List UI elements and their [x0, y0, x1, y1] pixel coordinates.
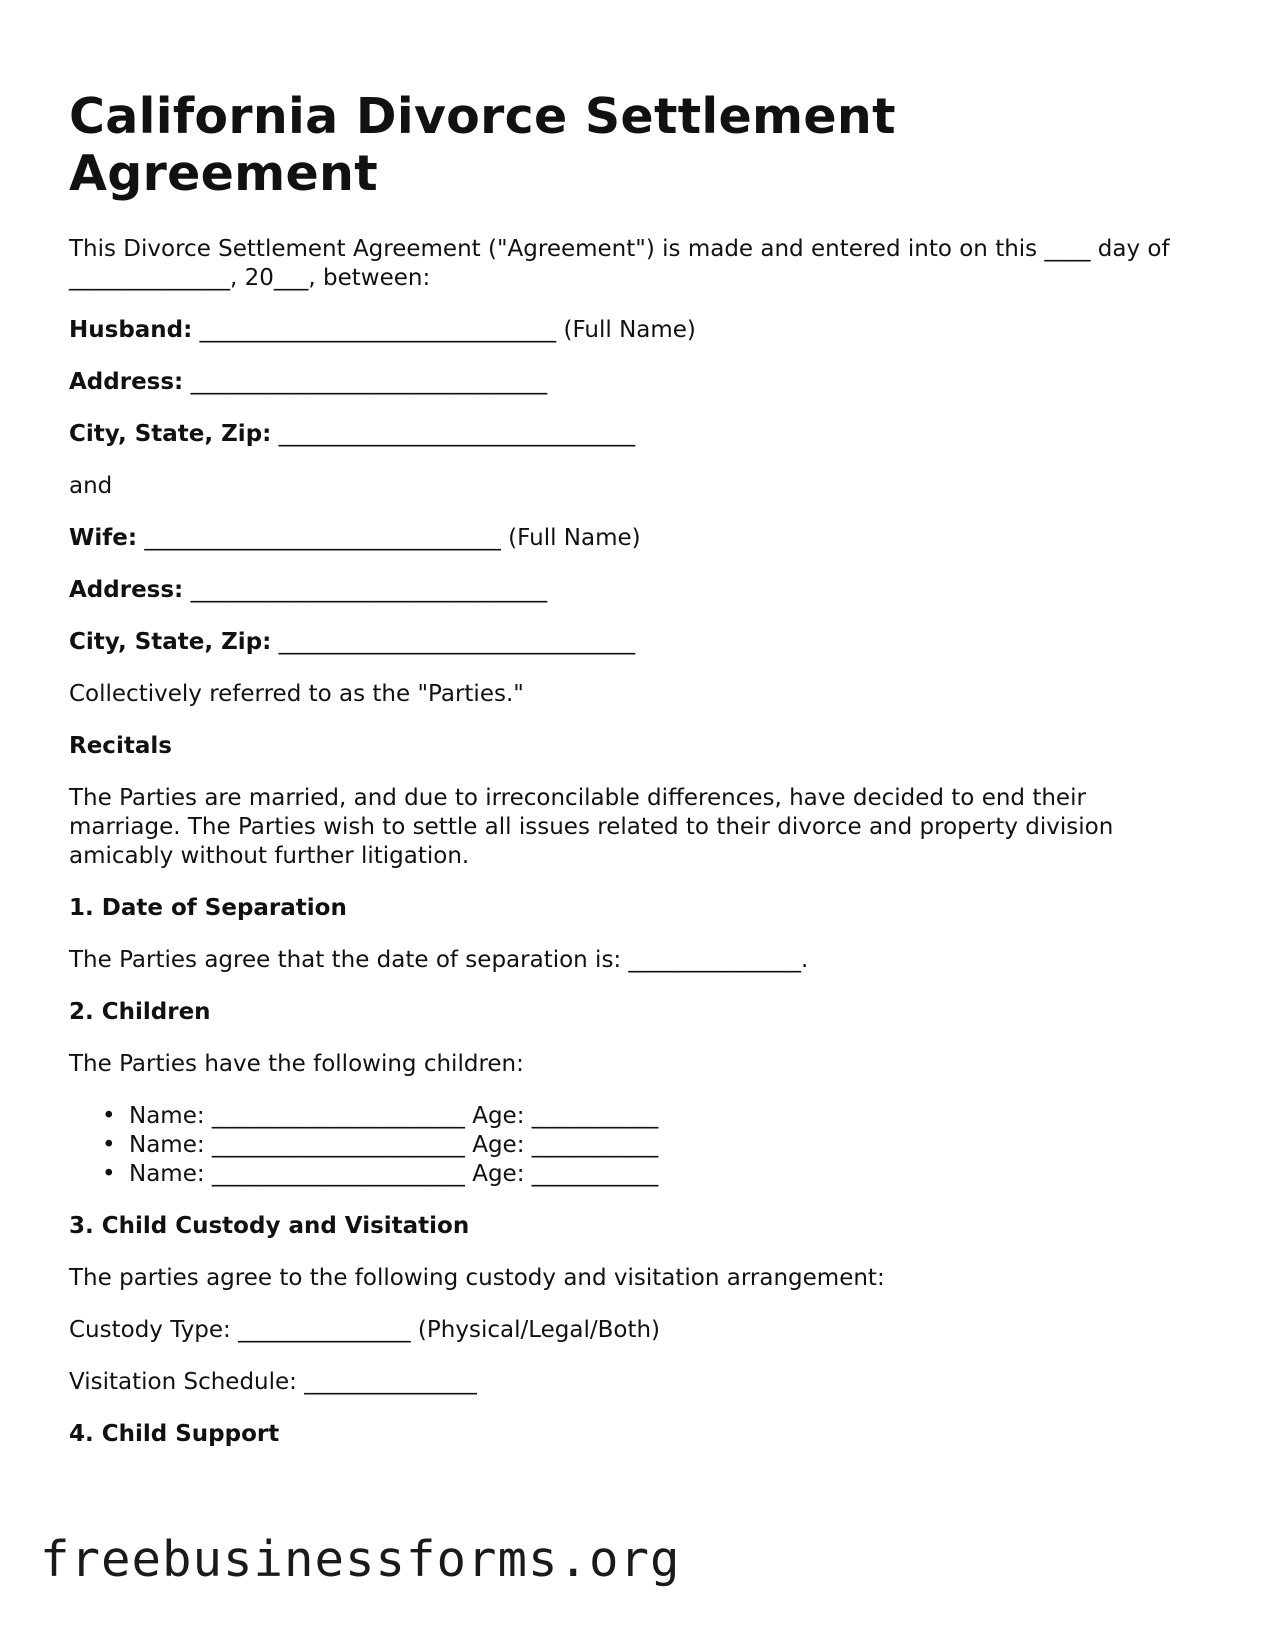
custody-type-line[interactable]: Custody Type: _______________ (Physical/Legal/Both)	[69, 1317, 661, 1343]
wife-name-line	[69, 524, 1199, 553]
wife-name-field[interactable]: _______________________________ (Full Name)	[144, 525, 641, 551]
husband-city-label: City, State, Zip:	[69, 421, 272, 447]
intro-paragraph: This Divorce Settlement Agreement ("Agreement") is made and entered into on this ____ day of ______________, 20___, between:	[69, 236, 1170, 291]
wife-city-line	[69, 628, 1199, 657]
bullet-icon: •	[102, 1161, 116, 1187]
wife-name-label: Wife:	[69, 525, 138, 551]
list-item	[69, 1160, 1199, 1189]
wife-address-line	[69, 576, 1199, 605]
section-3-heading: 3. Child Custody and Visitation	[69, 1213, 470, 1239]
document-title: California Divorce Settlement Agreement	[69, 88, 896, 202]
husband-city-line	[69, 420, 1199, 449]
recitals-heading: Recitals	[69, 733, 172, 759]
bullet-icon: •	[102, 1103, 116, 1129]
visitation-schedule-line[interactable]: Visitation Schedule: _______________	[69, 1369, 477, 1395]
child-entry[interactable]: Name: ______________________ Age: ___________	[129, 1132, 659, 1158]
husband-name-label: Husband:	[69, 317, 193, 343]
list-item	[69, 1131, 1199, 1160]
wife-city-label: City, State, Zip:	[69, 629, 272, 655]
document-page	[69, 88, 1199, 1472]
wife-address-field[interactable]: _______________________________	[190, 577, 548, 603]
section-2-text: The Parties have the following children:	[69, 1051, 524, 1077]
husband-address-line	[69, 368, 1199, 397]
section-1-text: The Parties agree that the date of separation is: _______________.	[69, 947, 809, 973]
husband-city-field[interactable]: _______________________________	[278, 421, 636, 447]
child-entry[interactable]: Name: ______________________ Age: ___________	[129, 1103, 659, 1129]
section-1-heading: 1. Date of Separation	[69, 895, 347, 921]
recitals-text: The Parties are married, and due to irreconcilable differences, have decided to end their marriage. The Parties wish to settle all issues related to their divorce and property division amicably without further litigation.	[69, 785, 1114, 869]
wife-address-label: Address:	[69, 577, 184, 603]
wife-city-field[interactable]: _______________________________	[278, 629, 636, 655]
section-3-text: The parties agree to the following custody and visitation arrangement:	[69, 1265, 885, 1291]
husband-name-line	[69, 316, 1199, 345]
child-entry[interactable]: Name: ______________________ Age: ___________	[129, 1161, 659, 1187]
section-2-heading: 2. Children	[69, 999, 211, 1025]
collectively-text: Collectively referred to as the "Parties."	[69, 681, 524, 707]
list-item	[69, 1102, 1199, 1131]
section-4-heading: 4. Child Support	[69, 1421, 280, 1447]
children-list	[69, 1102, 1199, 1189]
husband-address-field[interactable]: _______________________________	[190, 369, 548, 395]
and-text: and	[69, 473, 113, 499]
husband-address-label: Address:	[69, 369, 184, 395]
bullet-icon: •	[102, 1132, 116, 1158]
husband-name-field[interactable]: _______________________________ (Full Name)	[199, 317, 696, 343]
watermark: freebusinessforms.org	[40, 1531, 681, 1588]
